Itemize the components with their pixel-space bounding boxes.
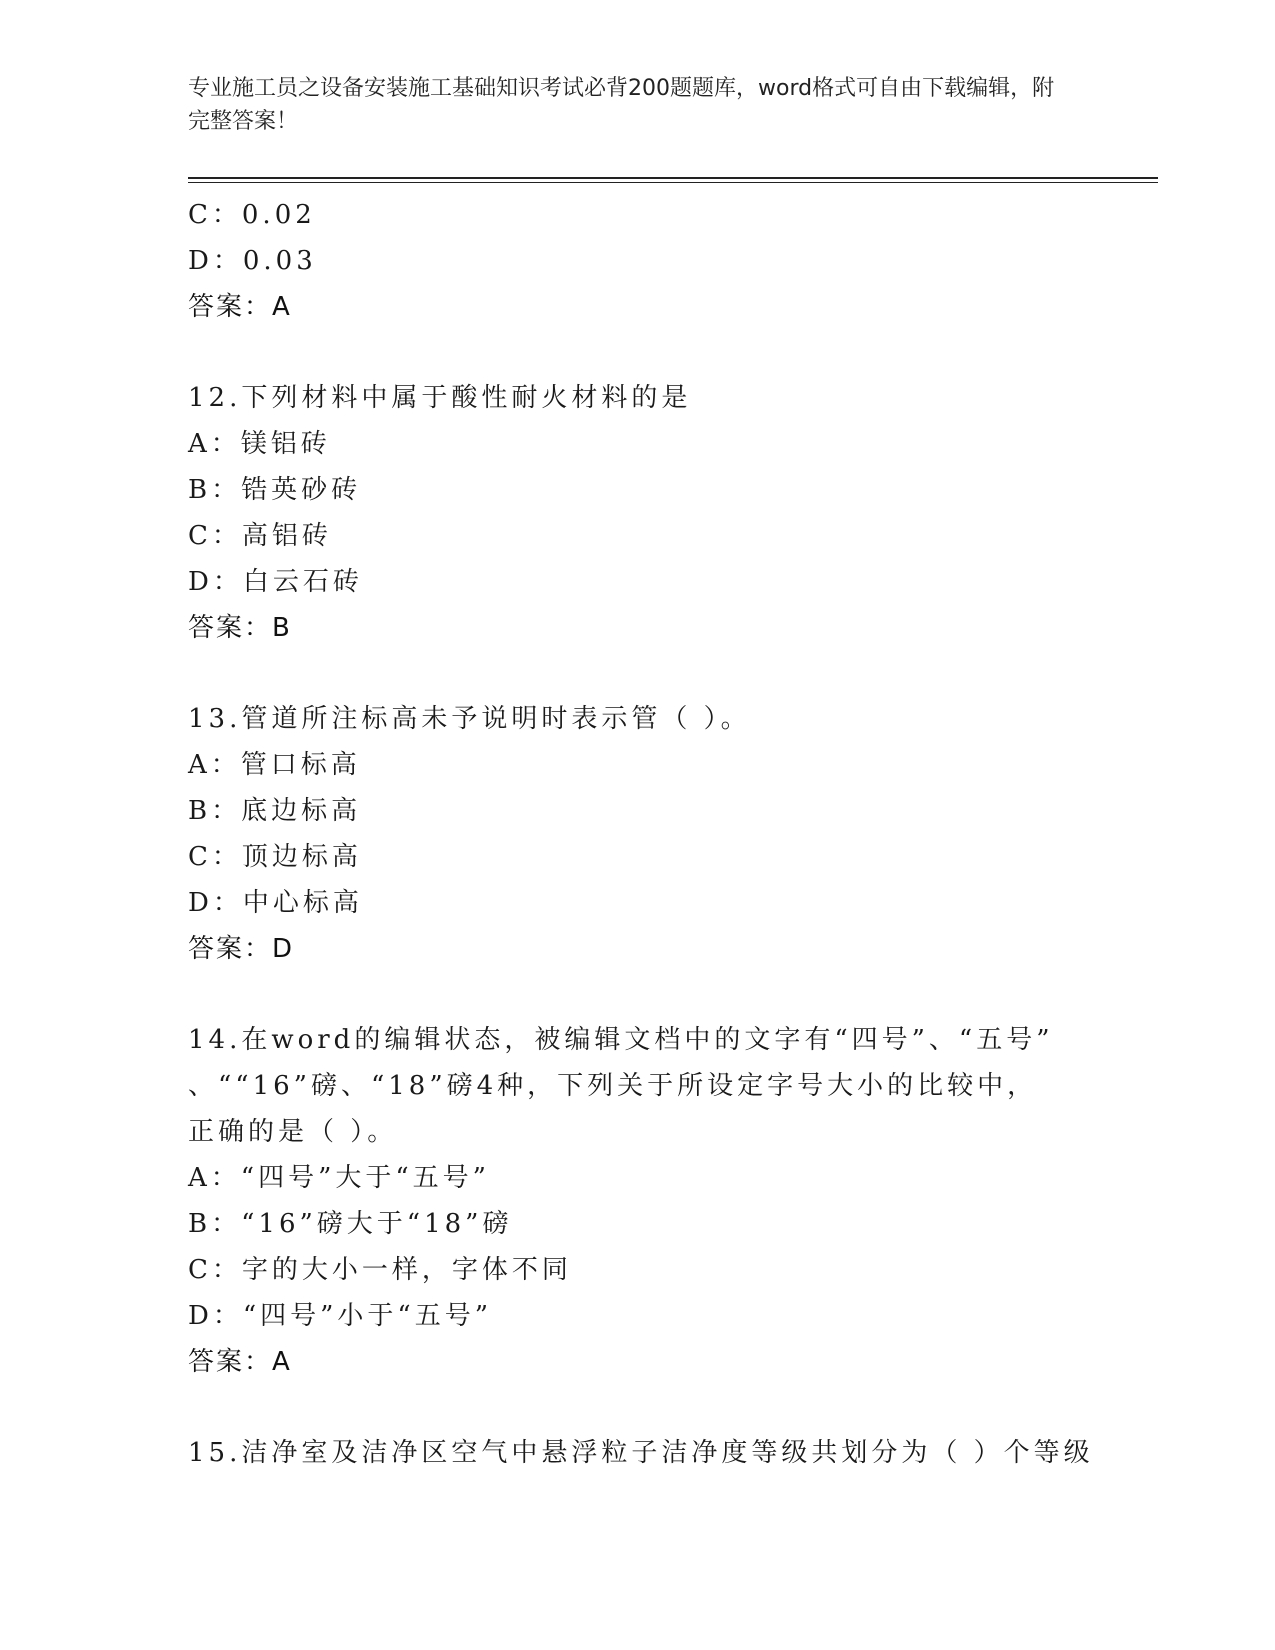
answer-line: 答案：D <box>188 934 295 964</box>
option-a: A：“四号”大于“五号” <box>188 1163 490 1193</box>
document-header: 专业施工员之设备安装施工基础知识考试必背200题题库，word格式可自由下载编辑，附完整答案！ <box>188 76 1055 134</box>
option-b: B：锆英砂砖 <box>188 475 362 505</box>
header-rule-thin <box>188 182 1158 183</box>
option-d: D：白云石砖 <box>188 567 363 597</box>
answer-line: 答案：A <box>188 1347 292 1377</box>
question-block-15 <box>188 1430 1094 1476</box>
question-text: 15.洁净室及洁净区空气中悬浮粒子洁净度等级共划分为（ ）个等级 <box>188 1438 1094 1468</box>
question-block-partial <box>188 192 1088 330</box>
option-c: C：字的大小一样，字体不同 <box>188 1255 572 1285</box>
answer-line: 答案：B <box>188 613 292 643</box>
option-c: C：0.02 <box>188 200 316 230</box>
option-c: C：顶边标高 <box>188 842 362 872</box>
question-text: 14.在word的编辑状态，被编辑文档中的文字有“四号”、“五号” <box>188 1025 1054 1055</box>
question-text-continued: 、““16”磅、“18”磅4种，下列关于所设定字号大小的比较中， <box>188 1071 1038 1101</box>
answer-line: 答案：A <box>188 292 292 322</box>
header-rule-thick <box>188 177 1158 179</box>
option-d: D：中心标高 <box>188 888 363 918</box>
question-block-14 <box>188 1017 1088 1385</box>
question-text: 13.管道所注标高未予说明时表示管（ ）。 <box>188 704 751 734</box>
question-text: 12.下列材料中属于酸性耐火材料的是 <box>188 383 692 413</box>
option-a: A：镁铝砖 <box>188 429 331 459</box>
question-block-13 <box>188 696 1088 972</box>
option-d: D：0.03 <box>188 246 317 276</box>
option-b: B：“16”磅大于“18”磅 <box>188 1209 513 1239</box>
option-d: D：“四号”小于“五号” <box>188 1301 493 1331</box>
question-text-continued: 正确的是（ ）。 <box>188 1117 398 1147</box>
question-block-12 <box>188 375 1088 651</box>
document-body <box>188 192 1094 1476</box>
option-b: B：底边标高 <box>188 796 362 826</box>
option-c: C：高铝砖 <box>188 521 332 551</box>
option-a: A：管口标高 <box>188 750 361 780</box>
